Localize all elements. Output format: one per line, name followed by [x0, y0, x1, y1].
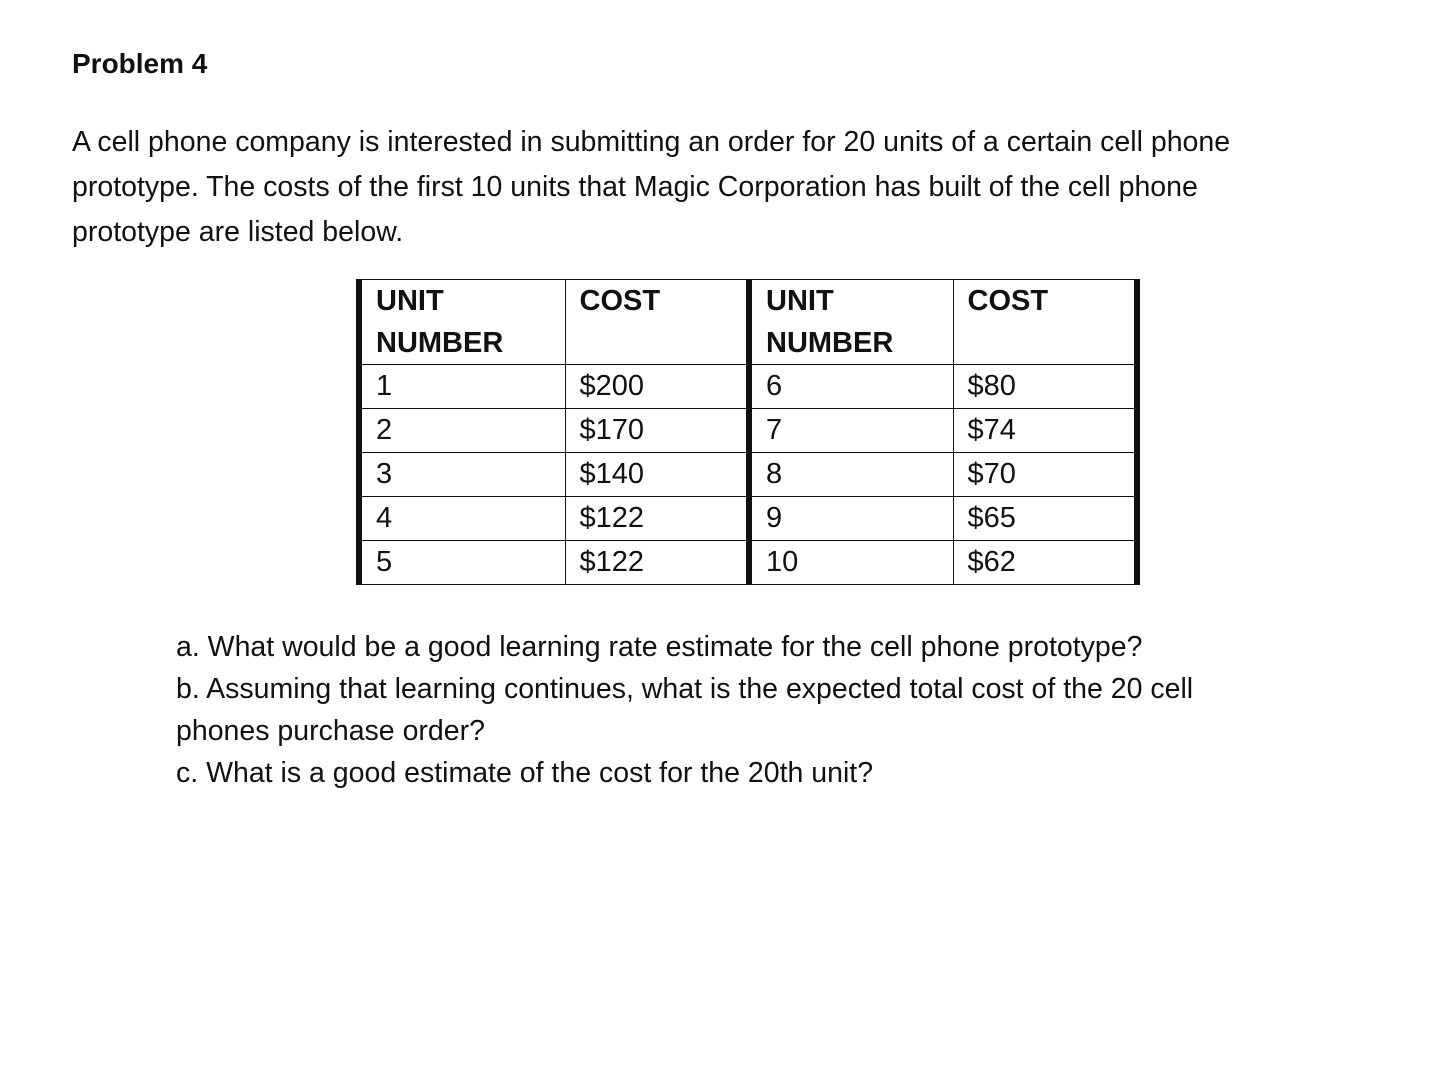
table-row	[359, 409, 1137, 453]
unit-cell: 8	[749, 453, 953, 497]
header-unit-number-1: UNIT NUMBER	[359, 280, 565, 365]
cost-cell: $70	[953, 453, 1137, 497]
unit-cell: 2	[359, 409, 565, 453]
cost-cell: $170	[565, 409, 749, 453]
unit-cell: 3	[359, 453, 565, 497]
question-c: c. What is a good estimate of the cost for the 20th unit?	[176, 757, 874, 789]
table-row	[359, 453, 1137, 497]
cost-cell: $122	[565, 541, 749, 585]
unit-cell: 5	[359, 541, 565, 585]
cost-cell: $74	[953, 409, 1137, 453]
question-b: b. Assuming that learning continues, what is the expected total cost of the 20 cell	[176, 673, 1194, 705]
table-row	[359, 541, 1137, 585]
cost-cell: $122	[565, 497, 749, 541]
cost-cell: $80	[953, 365, 1137, 409]
header-cost-2: COST	[953, 280, 1137, 365]
cost-cell: $65	[953, 497, 1137, 541]
cost-cell: $62	[953, 541, 1137, 585]
header-cost-1: COST	[565, 280, 749, 365]
table-row	[359, 497, 1137, 541]
table-row	[359, 365, 1137, 409]
problem-intro	[72, 120, 1392, 255]
cost-cell: $140	[565, 453, 749, 497]
question-b-continued: phones purchase order?	[176, 715, 485, 747]
question-list	[176, 626, 1376, 794]
question-a: a. What would be a good learning rate estimate for the cell phone prototype?	[176, 631, 1143, 663]
unit-cell: 6	[749, 365, 953, 409]
unit-cell: 10	[749, 541, 953, 585]
problem-title: Problem 4	[72, 48, 208, 79]
unit-cell: 4	[359, 497, 565, 541]
intro-line: A cell phone company is interested in submitting an order for 20 units of a certain cell phone	[72, 126, 1231, 158]
cost-cell: $200	[565, 365, 749, 409]
table-header-row	[359, 280, 1137, 365]
unit-cell: 7	[749, 409, 953, 453]
intro-line: prototype are listed below.	[72, 216, 404, 248]
intro-line: prototype. The costs of the first 10 units that Magic Corporation has built of the cell phone	[72, 171, 1198, 203]
unit-cost-table	[356, 279, 1140, 585]
header-unit-number-2: UNIT NUMBER	[749, 280, 953, 365]
unit-cell: 1	[359, 365, 565, 409]
unit-cell: 9	[749, 497, 953, 541]
